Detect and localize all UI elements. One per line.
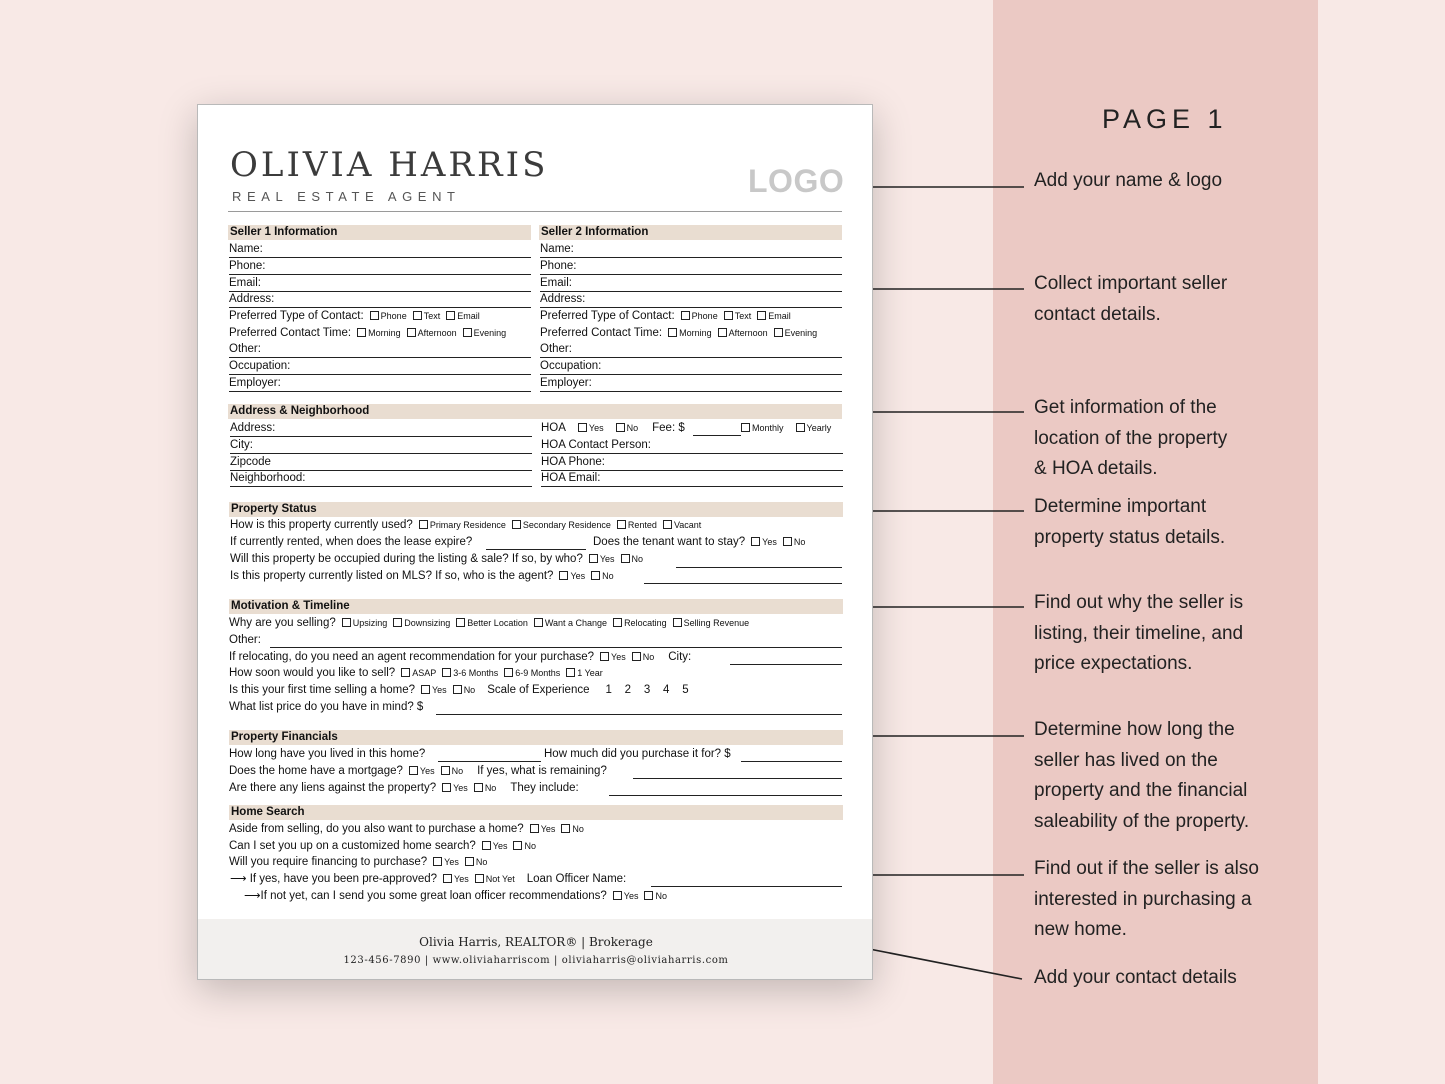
purchase-price-line[interactable] xyxy=(741,761,842,762)
checkbox[interactable] xyxy=(534,618,543,627)
checkbox[interactable] xyxy=(441,766,450,775)
checkbox[interactable] xyxy=(613,618,622,627)
checkbox[interactable] xyxy=(446,311,455,320)
seller1-phone-field[interactable]: Phone: xyxy=(229,259,531,275)
annotation-note-line: interested in purchasing a xyxy=(1034,888,1252,910)
status-mls: Is this property currently listed on MLS? If so, who is the agent? Yes No xyxy=(230,570,614,582)
contact-footer xyxy=(198,919,873,980)
annotation-note-line: & HOA details. xyxy=(1034,458,1158,479)
checkbox[interactable] xyxy=(617,520,626,529)
checkbox[interactable] xyxy=(589,554,598,563)
annotation-note-line: property and the financial xyxy=(1034,780,1248,801)
checkbox[interactable] xyxy=(456,618,465,627)
financials-liens: Are there any liens against the property? Yes No They include: xyxy=(229,782,579,794)
logo-placeholder: LOGO xyxy=(748,163,845,199)
annotation-note-line: Find out why the seller is xyxy=(1034,592,1244,613)
seller2-name-field[interactable]: Name: xyxy=(540,242,842,258)
checkbox[interactable] xyxy=(530,824,539,833)
checkbox[interactable] xyxy=(342,618,351,627)
checkbox[interactable] xyxy=(668,328,677,337)
checkbox[interactable] xyxy=(407,328,416,337)
checkbox[interactable] xyxy=(559,571,568,580)
seller2-occupation-field[interactable]: Occupation: xyxy=(540,359,842,375)
occupied-by-line[interactable] xyxy=(676,567,842,568)
lease-expire-line[interactable] xyxy=(486,549,586,550)
annotation-note xyxy=(1034,269,1227,330)
seller1-email-field[interactable]: Email: xyxy=(229,276,531,292)
city-field[interactable]: City: xyxy=(230,438,532,454)
checkbox[interactable] xyxy=(482,841,491,850)
lived-duration-line[interactable] xyxy=(438,761,541,762)
checkbox[interactable] xyxy=(513,841,522,850)
mortgage-remaining-line[interactable] xyxy=(633,778,842,779)
annotation-note xyxy=(1034,588,1243,680)
motivation-relocating: If relocating, do you need an agent recommendation for your purchase? Yes No City: xyxy=(229,651,692,663)
seller1-other-field[interactable]: Other: xyxy=(229,342,531,358)
search-custom: Can I set you up on a customized home search? Yes No xyxy=(229,840,536,852)
checkbox[interactable] xyxy=(463,328,472,337)
status-lease: If currently rented, when does the lease expire? xyxy=(230,536,473,548)
seller1-contact-type: Preferred Type of Contact: Phone Text Email xyxy=(229,310,480,322)
checkbox[interactable] xyxy=(401,668,410,677)
section-seller-2: Seller 2 Information xyxy=(539,225,842,240)
checkbox[interactable] xyxy=(504,668,513,677)
checkbox[interactable] xyxy=(616,423,625,432)
checkbox[interactable] xyxy=(718,328,727,337)
annotation-note-line: Get information of the xyxy=(1034,397,1217,418)
annotation-note xyxy=(1034,854,1259,946)
section-property-financials: Property Financials xyxy=(229,730,843,745)
checkbox[interactable] xyxy=(673,618,682,627)
zipcode-field[interactable]: Zipcode xyxy=(230,455,532,471)
checkbox[interactable] xyxy=(783,537,792,546)
mls-agent-line[interactable] xyxy=(644,583,842,584)
checkbox[interactable] xyxy=(751,537,760,546)
seller2-contact-time: Preferred Contact Time: Morning Afternoon Evening xyxy=(540,327,818,339)
annotation-note-line: Add your contact details xyxy=(1034,967,1237,988)
section-home-search: Home Search xyxy=(229,805,843,820)
annotation-note xyxy=(1034,166,1222,197)
annotation-note-line: property status details. xyxy=(1034,526,1226,548)
section-address-neighborhood: Address & Neighborhood xyxy=(228,404,842,419)
search-financing: Will you require financing to purchase? Yes No xyxy=(229,856,488,868)
annotation-note-line: saleability of the property. xyxy=(1034,810,1250,832)
motivation-other: Other: xyxy=(229,634,261,646)
section-seller-1: Seller 1 Information xyxy=(228,225,531,240)
list-price-line[interactable] xyxy=(436,714,842,715)
arrow-right-icon: ⟶ xyxy=(230,873,247,885)
checkbox[interactable] xyxy=(757,311,766,320)
checkbox[interactable] xyxy=(796,423,805,432)
page-label: PAGE 1 xyxy=(1102,104,1228,134)
checkbox[interactable] xyxy=(443,874,452,883)
annotation-note-line: price expectations. xyxy=(1034,653,1193,674)
checkbox[interactable] xyxy=(433,857,442,866)
seller1-name-field[interactable]: Name: xyxy=(229,242,531,258)
checkbox[interactable] xyxy=(644,891,653,900)
checkbox[interactable] xyxy=(561,824,570,833)
motivation-timeline: How soon would you like to sell? ASAP 3-6 Months 6-9 Months 1 Year xyxy=(229,667,603,679)
checkbox[interactable] xyxy=(421,685,430,694)
section-motivation-timeline: Motivation & Timeline xyxy=(229,599,843,614)
checkbox[interactable] xyxy=(475,874,484,883)
footer-contacts: 123-456-7890 | www.oliviaharriscom | oliviaharris@oliviaharris.com xyxy=(343,955,729,966)
search-purchase: Aside from selling, do you also want to purchase a home? Yes No xyxy=(229,823,584,835)
annotation-note-line: Collect important seller xyxy=(1034,273,1228,294)
annotation-note xyxy=(1034,963,1237,994)
checkbox[interactable] xyxy=(566,668,575,677)
status-occupied: Will this property be occupied during the listing & sale? If so, by who? Yes No xyxy=(230,553,644,565)
checkbox[interactable] xyxy=(578,423,587,432)
checkbox[interactable] xyxy=(600,652,609,661)
checkbox[interactable] xyxy=(370,311,379,320)
checkbox[interactable] xyxy=(591,571,600,580)
annotation-note-line: seller has lived on the xyxy=(1034,749,1218,771)
section-property-status: Property Status xyxy=(229,502,843,517)
financials-duration: How long have you lived in this home? xyxy=(229,748,426,760)
seller2-address-field[interactable]: Address: xyxy=(540,292,842,308)
checkbox[interactable] xyxy=(613,891,622,900)
checkbox[interactable] xyxy=(663,520,672,529)
checkbox[interactable] xyxy=(474,783,483,792)
seller2-other-field[interactable]: Other: xyxy=(540,342,842,358)
checkbox[interactable] xyxy=(393,618,402,627)
motivation-price: What list price do you have in mind? $ xyxy=(229,701,424,713)
seller2-email-field[interactable]: Email: xyxy=(540,276,842,292)
financials-purchase: How much did you purchase it for? $ xyxy=(544,748,731,760)
annotation-note-line: Determine how long the xyxy=(1034,719,1235,740)
annotation-note-line: contact details. xyxy=(1034,303,1161,325)
search-recommend: ⟶If not yet, can I send you some great loan officer recommendations? Yes No xyxy=(244,890,667,902)
status-usage: How is this property currently used? Primary Residence Secondary Residence Rented Vacant xyxy=(230,519,702,531)
hoa-contact-field[interactable]: HOA Contact Person: xyxy=(541,438,843,454)
status-tenant: Does the tenant want to stay? Yes No xyxy=(593,536,806,548)
header-divider xyxy=(228,211,842,212)
footer-name: Olivia Harris, REALTOR® | Brokerage xyxy=(419,935,653,949)
checkbox[interactable] xyxy=(741,423,750,432)
annotation-note-line: new home. xyxy=(1034,919,1127,940)
annotation-note-line: Determine important xyxy=(1034,496,1207,517)
hoa-phone-field[interactable]: HOA Phone: xyxy=(541,455,843,471)
checkbox[interactable] xyxy=(724,311,733,320)
motivation-other-line[interactable] xyxy=(270,647,842,648)
seller2-contact-type: Preferred Type of Contact: Phone Text Email xyxy=(540,310,791,322)
annotation-note xyxy=(1034,715,1249,837)
relocation-city-line[interactable] xyxy=(730,664,842,665)
checkbox[interactable] xyxy=(419,520,428,529)
agent-subtitle: REAL ESTATE AGENT xyxy=(232,189,461,204)
annotation-note-line: Find out if the seller is also xyxy=(1034,858,1259,879)
checkbox[interactable] xyxy=(357,328,366,337)
neighborhood-field[interactable]: Neighborhood: xyxy=(230,471,532,487)
loan-officer-line[interactable] xyxy=(651,886,842,887)
seller1-contact-time: Preferred Contact Time: Morning Afternoon Evening xyxy=(229,327,507,339)
agent-name: OLIVIA HARRIS xyxy=(230,145,549,185)
liens-line[interactable] xyxy=(609,795,842,796)
hoa-fee-line[interactable] xyxy=(693,435,741,436)
checkbox[interactable] xyxy=(465,857,474,866)
hoa-email-field[interactable]: HOA Email: xyxy=(541,471,843,487)
search-preapproved: ⟶ If yes, have you been pre-approved? Yes Not Yet Loan Officer Name: xyxy=(230,873,627,885)
checkbox[interactable] xyxy=(621,554,630,563)
motivation-first-time: Is this your first time selling a home? Yes No Scale of Experience 1 2 3 4 5 xyxy=(229,684,689,696)
annotation-note xyxy=(1034,492,1225,553)
hoa-row: HOA Yes No Fee: $ xyxy=(541,422,685,434)
checkbox[interactable] xyxy=(413,311,422,320)
checkbox[interactable] xyxy=(409,766,418,775)
annotation-note xyxy=(1034,393,1227,485)
motivation-reason: Why are you selling? Upsizing Downsizing Better Location Want a Change Relocating Selling Revenue xyxy=(229,617,750,629)
checkbox[interactable] xyxy=(453,685,462,694)
checkbox[interactable] xyxy=(442,668,451,677)
annotation-note-line: Add your name & logo xyxy=(1034,170,1223,191)
checkbox[interactable] xyxy=(442,783,451,792)
seller1-employer-field[interactable]: Employer: xyxy=(229,376,531,392)
seller1-occupation-field[interactable]: Occupation: xyxy=(229,359,531,375)
seller2-employer-field[interactable]: Employer: xyxy=(540,376,842,392)
checkbox[interactable] xyxy=(774,328,783,337)
annotation-note-line: listing, their timeline, and xyxy=(1034,622,1244,644)
seller-questionnaire-page xyxy=(197,104,873,980)
checkbox[interactable] xyxy=(632,652,641,661)
hoa-frequency: Monthly Yearly xyxy=(735,421,831,437)
seller2-phone-field[interactable]: Phone: xyxy=(540,259,842,275)
arrow-right-icon: ⟶ xyxy=(244,890,261,902)
financials-mortgage: Does the home have a mortgage? Yes No If yes, what is remaining? xyxy=(229,765,607,777)
checkbox[interactable] xyxy=(512,520,521,529)
checkbox[interactable] xyxy=(681,311,690,320)
property-address-field[interactable]: Address: xyxy=(230,421,532,437)
annotation-note-line: location of the property xyxy=(1034,427,1228,449)
seller1-address-field[interactable]: Address: xyxy=(229,292,531,308)
